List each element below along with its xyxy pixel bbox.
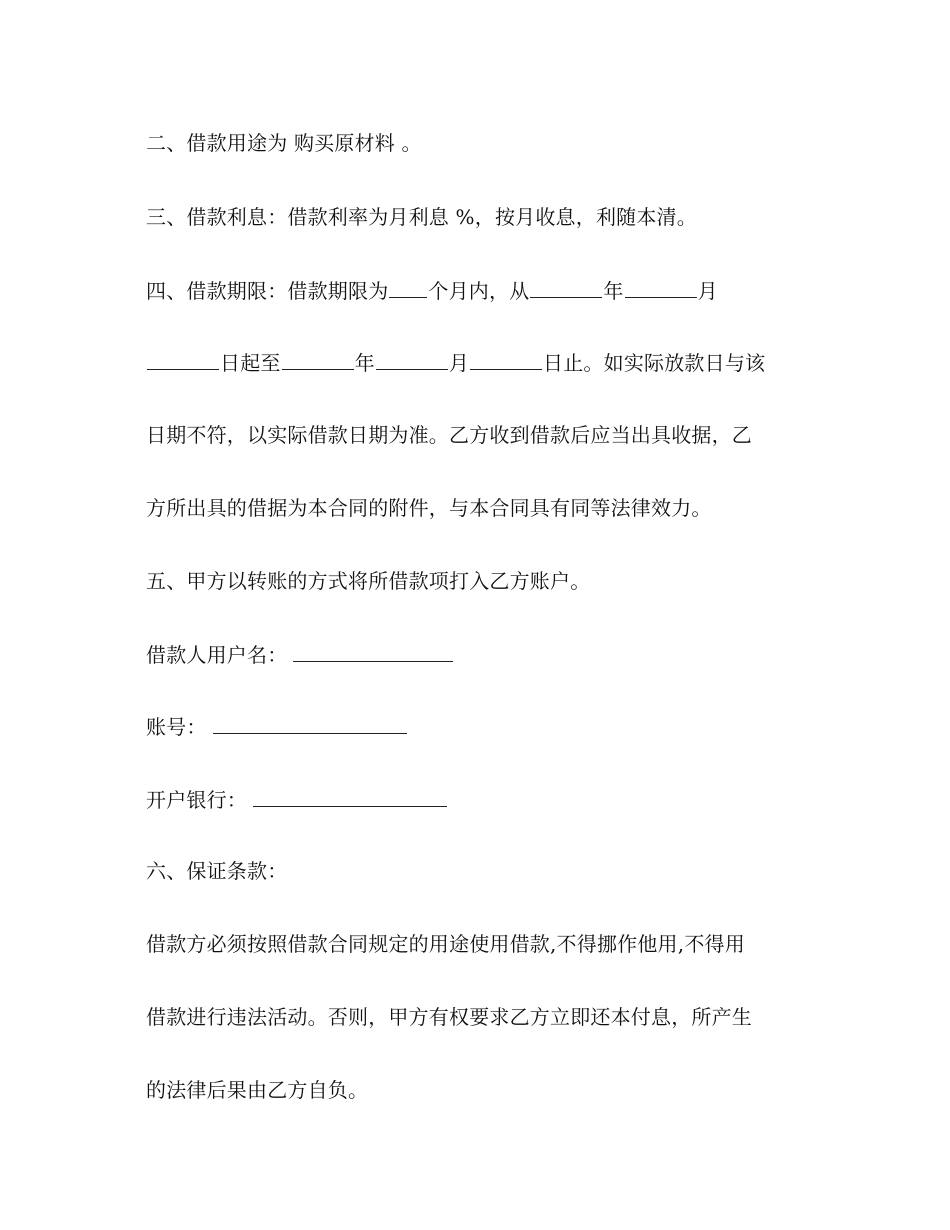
clause-six-text-line1: 借款方必须按照借款合同规定的用途使用借款,不得挪作他用,不得用 bbox=[146, 932, 745, 956]
clause-four-term-line4: 方所出具的借据为本合同的附件，与本合同具有同等法律效力。 bbox=[146, 496, 712, 520]
start-year-blank bbox=[530, 275, 602, 298]
clause-four-term-line3: 日期不符，以实际借款日期为准。乙方收到借款后应当出具收据，乙 bbox=[146, 423, 752, 447]
clause-five-transfer: 五、甲方以转账的方式将所借款项打入乙方账户。 bbox=[146, 569, 591, 593]
start-month-blank bbox=[625, 275, 697, 298]
account-number-field bbox=[146, 711, 408, 742]
borrower-name-blank bbox=[293, 639, 453, 662]
term-suffix: 日止。如实际放款日与该 bbox=[543, 351, 766, 375]
term-end-year-label: 年 bbox=[354, 351, 375, 375]
bank-label: 开户银行： bbox=[146, 788, 247, 812]
term-month-label: 月 bbox=[697, 279, 718, 303]
clause-six-text-line3: 的法律后果由乙方自负。 bbox=[146, 1078, 369, 1102]
borrower-name-field bbox=[146, 639, 454, 670]
end-month-blank bbox=[376, 347, 448, 370]
clause-two-purpose: 二、借款用途为 购买原材料 。 bbox=[146, 131, 422, 155]
borrower-name-label: 借款人用户名： bbox=[146, 643, 288, 667]
clause-six-heading: 六、保证条款： bbox=[146, 859, 288, 883]
term-after-months: 个月内，从 bbox=[428, 279, 530, 303]
term-prefix: 四、借款期限：借款期限为 bbox=[146, 279, 389, 303]
end-day-blank bbox=[470, 347, 542, 370]
account-number-blank bbox=[213, 711, 407, 734]
term-day-from: 日起至 bbox=[220, 351, 281, 375]
clause-six-text-line2: 借款进行违法活动。否则，甲方有权要求乙方立即还本付息，所产生 bbox=[146, 1005, 752, 1029]
account-number-label: 账号： bbox=[146, 715, 207, 739]
bank-blank bbox=[253, 784, 447, 807]
bank-field bbox=[146, 784, 448, 815]
start-day-blank bbox=[147, 347, 219, 370]
clause-four-term-line2 bbox=[146, 347, 765, 378]
term-year-label: 年 bbox=[603, 279, 624, 303]
term-end-month-label: 月 bbox=[448, 351, 470, 375]
end-year-blank bbox=[282, 347, 354, 370]
months-blank bbox=[389, 275, 427, 298]
clause-four-term-line1 bbox=[146, 275, 718, 306]
clause-three-interest: 三、借款利息：借款利率为月利息 %，按月收息，利随本清。 bbox=[146, 205, 697, 229]
